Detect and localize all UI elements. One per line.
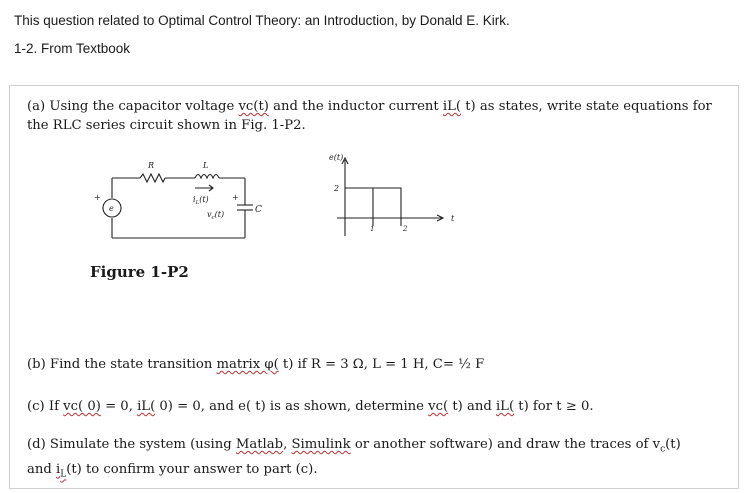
part-d-il: i — [56, 461, 61, 477]
part-d-mid: , — [283, 437, 292, 452]
source-plus-sign: + — [94, 193, 101, 202]
part-b-text — [27, 355, 484, 374]
part-c-mid3: t) and — [448, 399, 496, 414]
question-image-frame — [9, 85, 739, 489]
part-c-text — [27, 397, 594, 416]
part-b-matrix: matrix φ( — [216, 357, 279, 372]
part-d-simulink: Simulink — [291, 437, 351, 452]
rlc-circuit-diagram — [85, 150, 275, 250]
part-c-il0: iL( — [137, 399, 156, 414]
capacitor-label: C — [255, 205, 262, 215]
signal-tick-2: 2 — [403, 225, 408, 233]
part-d-line2-post: (t) to confirm your answer to part (c). — [66, 461, 318, 477]
part-c-pre: (c) If — [27, 399, 64, 414]
intro-text: This question related to Optimal Control Theory: an Introduction, by Donald E. Kirk. — [14, 13, 510, 28]
signal-level-label: 2 — [334, 184, 340, 193]
part-c-vc0: vc( 0) — [63, 399, 101, 414]
part-c-post: t) for t ≥ 0. — [514, 399, 594, 414]
part-d-text — [27, 435, 727, 484]
part-c-ilt: iL( — [495, 399, 515, 414]
current-label: $i_L(t)$ — [193, 195, 209, 206]
resistor-label: R — [148, 161, 155, 170]
part-a-il: iL( — [442, 99, 462, 114]
signal-pulse — [373, 188, 401, 218]
signal-tick-1: 1 — [370, 225, 375, 233]
part-a-pre: (a) Using the capacitor voltage — [27, 99, 239, 114]
signal-y-label: e(t) — [329, 153, 344, 162]
signal-x-label: t — [451, 214, 455, 223]
part-a-vc: vc(t) — [238, 99, 269, 114]
cap-voltage-label: $v_c(t)$ — [207, 210, 225, 221]
part-a-mid: and the inductor current — [268, 99, 443, 114]
part-d-post2: (t) — [665, 437, 681, 452]
part-c-mid1: = 0, — [100, 399, 138, 414]
part-b-post: t) if R = 3 Ω, L = 1 H, C= ½ F — [278, 357, 485, 372]
part-a-text — [27, 97, 727, 135]
part-a-post: t) as states, write state equations for the RLC series circuit shown in Fig. 1-P2. — [27, 99, 712, 133]
figure-caption: Figure 1-P2 — [90, 263, 189, 281]
input-signal-plot — [315, 148, 465, 243]
inductor-label: L — [203, 161, 209, 170]
source-label: e — [109, 204, 114, 213]
part-c-vct: vc( — [428, 399, 449, 414]
part-d-pre: (d) Simulate the system (using — [27, 437, 236, 452]
part-c-mid2: 0) = 0, and e( t) is as shown, determine — [155, 399, 429, 414]
part-d-il-sub: L — [60, 469, 67, 480]
cap-plus-sign: + — [232, 193, 239, 202]
part-d-sub-c: c — [660, 444, 666, 455]
signal-step-1 — [345, 188, 373, 218]
part-d-post1: or another software) and draw the traces of v — [350, 437, 661, 452]
part-d-matlab: Matlab — [235, 437, 284, 452]
source-text: 1-2. From Textbook — [14, 41, 131, 56]
part-d-line2-pre: and — [27, 461, 56, 477]
part-b-pre: (b) Find the state transition — [27, 357, 217, 372]
